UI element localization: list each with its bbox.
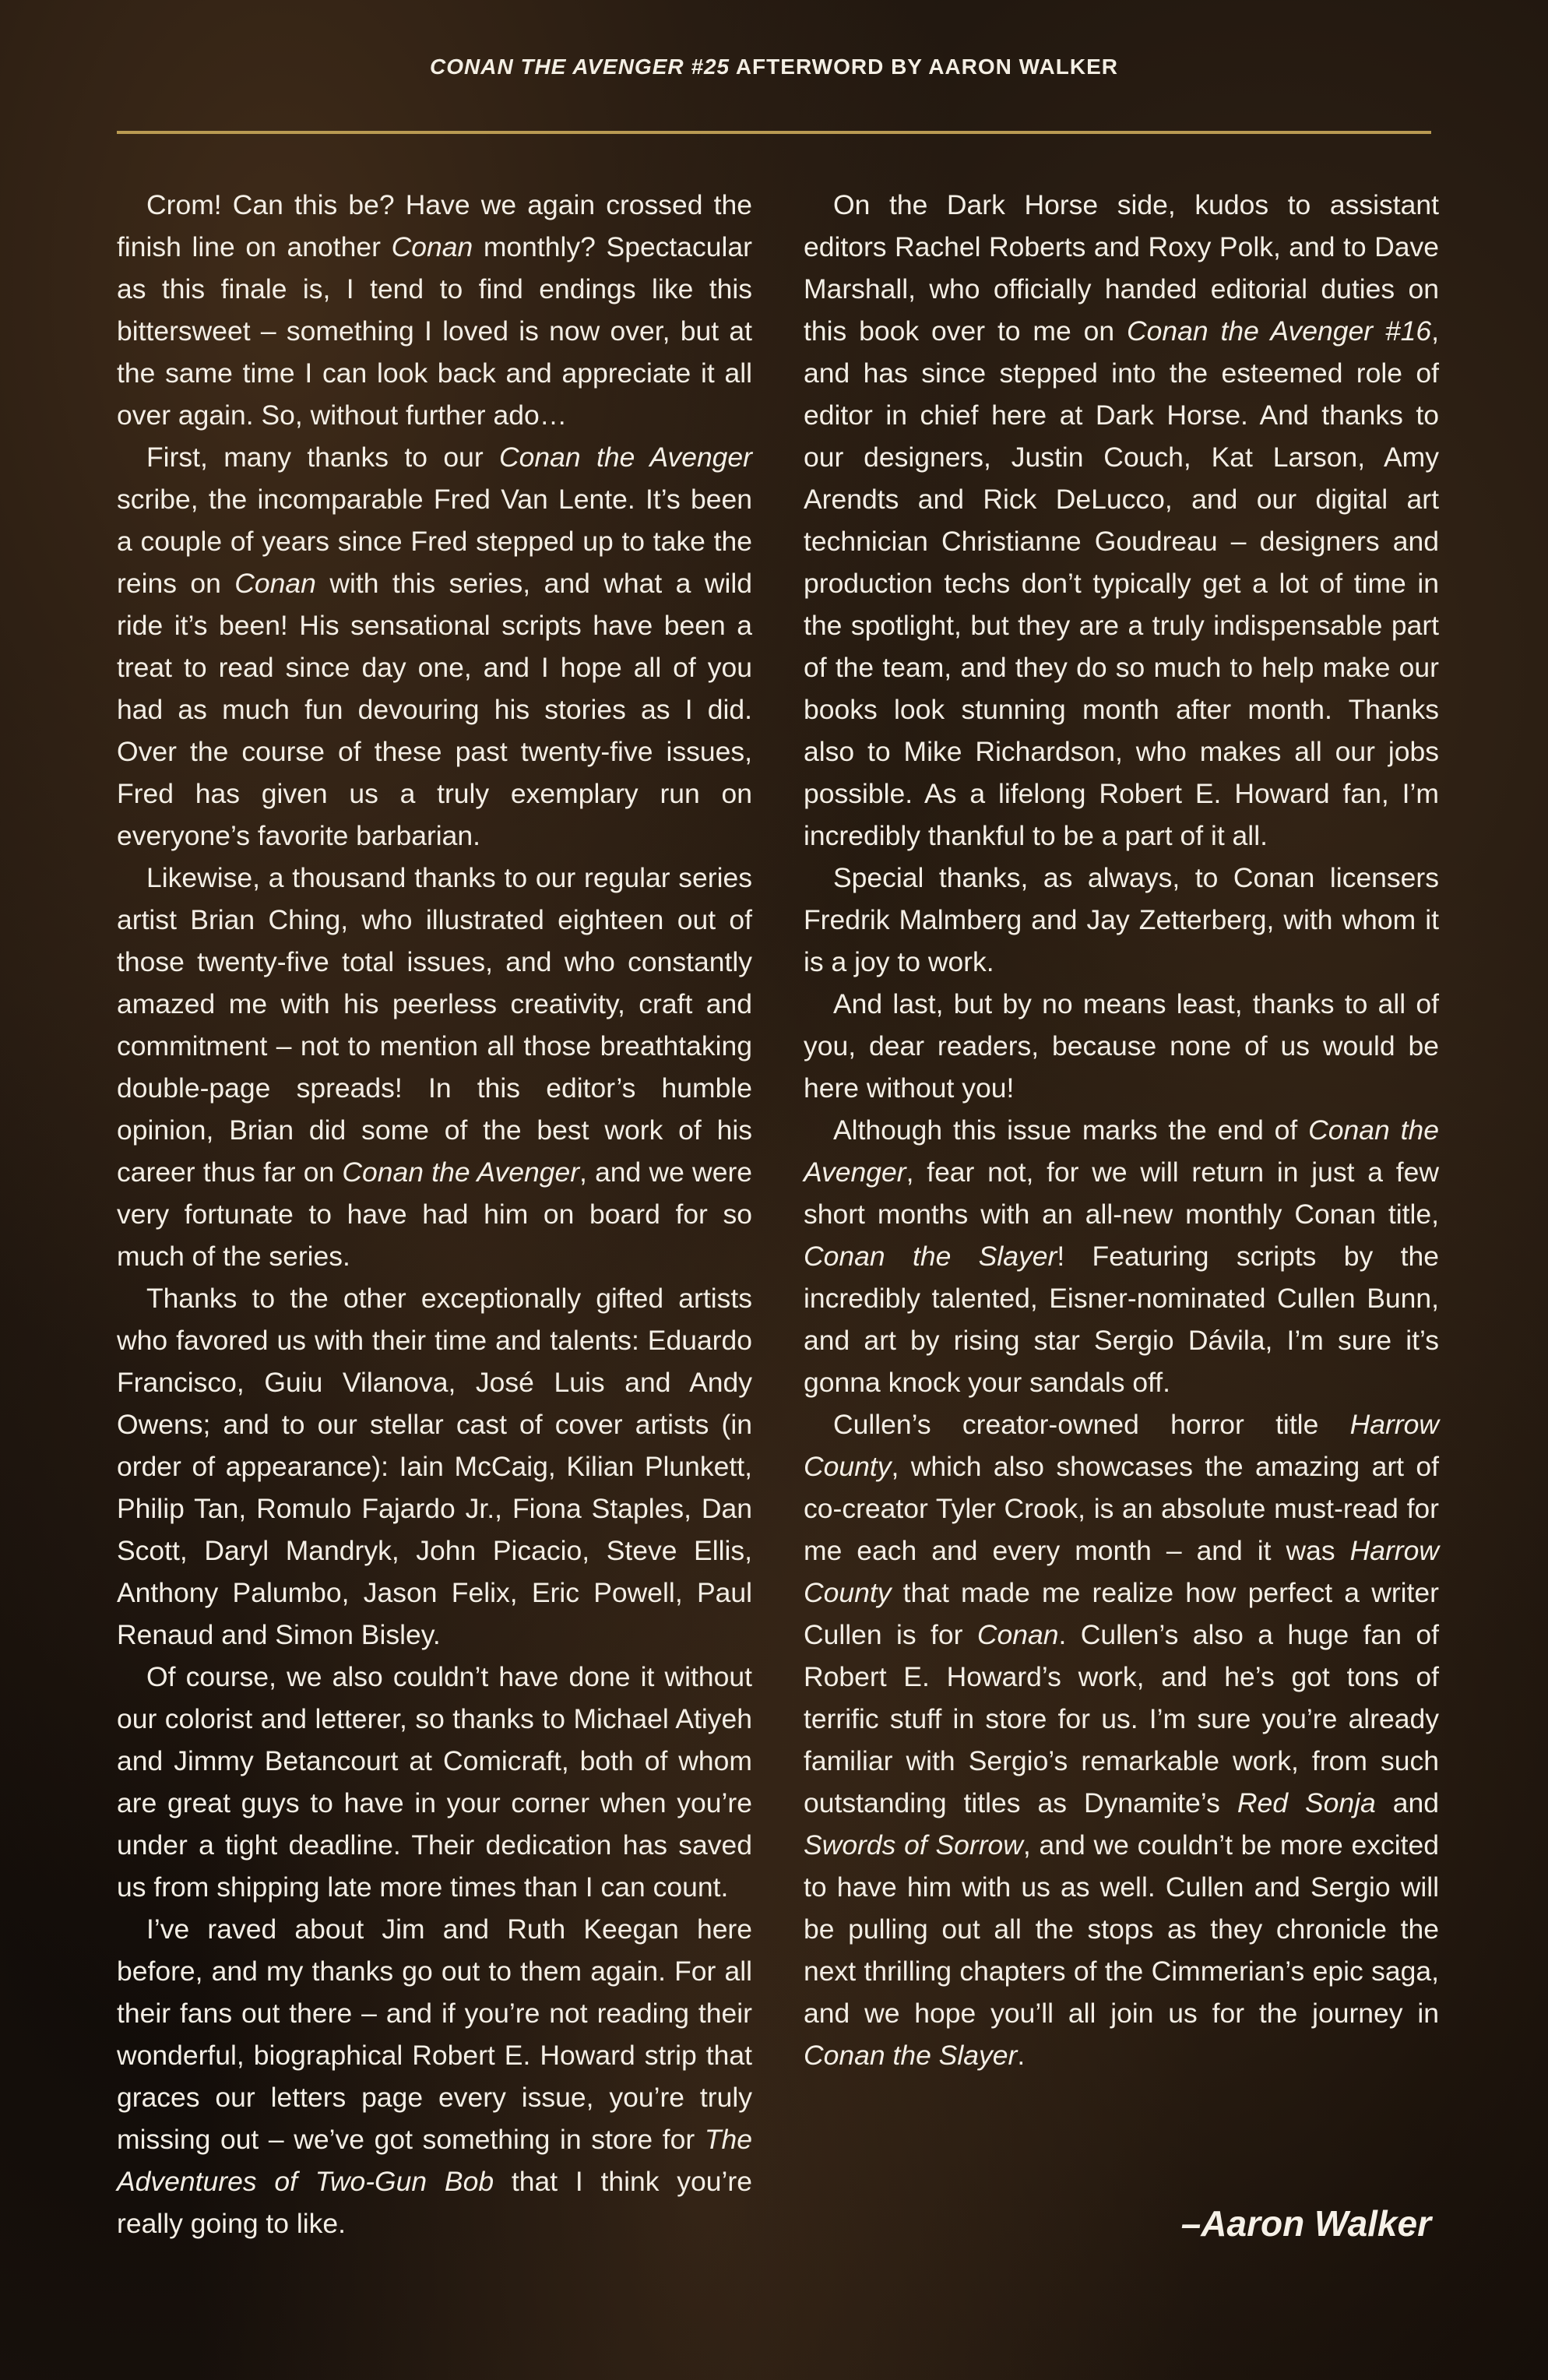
right-column [804, 184, 1439, 2076]
paragraph-readers: And last, but by no means least, thanks to all of you, dear readers, because none of us would be here without you! [804, 988, 1439, 1104]
paragraph-colorist-letterer: Of course, we also couldn’t have done it without our colorist and letterer, so thanks to Michael Atiyeh and Jimmy Betancourt at Comicraft, both of whom are great guys to have in your corner when you’re under a tight deadline. Their dedication has saved us from shipping late more times than I can count. [117, 1661, 752, 1903]
paragraph-artist-thanks: Likewise, a thousand thanks to our regular series artist Brian Ching, who illustrated eighteen out of those twenty-five total issues, and who constantly amazed me with his peerless creativity, craft and commitment – not to mention all those breathtaking double-page spreads! In this editor’s humble opinion, Brian did some of the best work of his career thus far on Conan the Avenger, and we were very fortunate to have had him on board for so much of the series. [117, 862, 753, 1272]
afterword-label: AFTERWORD BY AARON WALKER [730, 55, 1118, 79]
paragraph-harrow-county: Cullen’s creator-owned horror title Harrow County, which also showcases the amazing art of co-creator Tyler Crook, is an absolute must-read for me each and every month – and it was Harrow County that made me realize how perfect a writer Cullen is for Conan. Cullen’s also a huge fan of Robert E. Howard’s work, and he’s got tons of terrific stuff in store for us. I’m sure you’re already familiar with Sergio’s remarkable work, from such outstanding titles as Dynamite’s Red Sonja and Swords of Sorrow, and we couldn’t be more excited to have him with us as well. Cullen and Sergio will be pulling out all the stops as they chronicle the next thrilling chapters of the Cimmerian’s epic saga, and we hope you’ll all join us for the journey in Conan the Slayer. [804, 1409, 1439, 2071]
paragraph-cover-artists: Thanks to the other exceptionally gifted artists who favored us with their time and talents: Eduardo Francisco, Guiu Vilanova, José Luis and Andy Owens; and to our stellar cast of cover artists (in order of appearance): Iain McCaig, Kilian Plunkett, Philip Tan, Romulo Fajardo Jr., Fiona Staples, Dan Scott, Daryl Mandryk, John Picacio, Steve Ellis, Anthony Palumbo, Jason Felix, Eric Powell, Paul Renaud and Simon Bisley. [117, 1283, 752, 1650]
page-header [0, 55, 1548, 79]
paragraph-writer-thanks: First, many thanks to our Conan the Avenger scribe, the incomparable Fred Van Lente. It’s been a couple of years since Fred stepped up to take the reins on Conan with this series, and what a wild ride it’s been! His sensational scripts have been a treat to read since day one, and I hope all of you had as much fun devouring his stories as I did. Over the course of these past twenty-five issues, Fred has given us a truly exemplary run on everyone’s favorite barbarian. [117, 442, 752, 851]
paragraph-dark-horse: On the Dark Horse side, kudos to assistant editors Rachel Roberts and Roxy Polk, and to Dave Marshall, who officially handed editorial duties on this book over to me on Conan the Avenger #16, and has since stepped into the esteemed role of editor in chief here at Dark Horse. And thanks to our designers, Justin Couch, Kat Larson, Amy Arendts and Rick DeLucco, and our digital art technician Christianne Goudreau – designers and production techs don’t typically get a lot of time in the spotlight, but they are a truly indispensable part of the team, and they do so much to help make our books look stunning month after month. Thanks also to Mike Richardson, who makes all our jobs possible. As a lifelong Robert E. Howard fan, I’m incredibly thankful to be a part of it all. [804, 189, 1440, 851]
header-divider [117, 131, 1431, 134]
paragraph-licensers: Special thanks, as always, to Conan licensers Fredrik Malmberg and Jay Zetterberg, with whom it is a joy to work. [804, 862, 1439, 977]
paragraph-keegans: I’ve raved about Jim and Ruth Keegan here before, and my thanks go out to them again. For all their fans out there – and if you’re not reading their wonderful, biographical Robert E. Howard strip that graces our letters page every issue, you’re truly missing out – we’ve got something in store for The Adventures of Two-Gun Bob that I think you’re really going to like. [117, 1914, 752, 2239]
left-column [117, 184, 752, 2244]
series-title: CONAN THE AVENGER #25 [430, 55, 730, 79]
paragraph-next-series: Although this issue marks the end of Conan the Avenger, fear not, for we will return in just a few short months with an all-new monthly Conan title, Conan the Slayer! Featuring scripts by the incredibly talented, Eisner-nominated Cullen Bunn, and art by rising star Sergio Dávila, I’m sure it’s gonna knock your sandals off. [804, 1114, 1439, 1398]
paragraph-opening: Crom! Can this be? Have we again crossed the finish line on another Conan monthly? Spectacular as this finale is, I tend to find endings like this bittersweet – something I loved is now over, but at the same time I can look back and appreciate it all over again. So, without further ado… [117, 189, 752, 431]
author-signature: –Aaron Walker [1180, 2203, 1431, 2244]
